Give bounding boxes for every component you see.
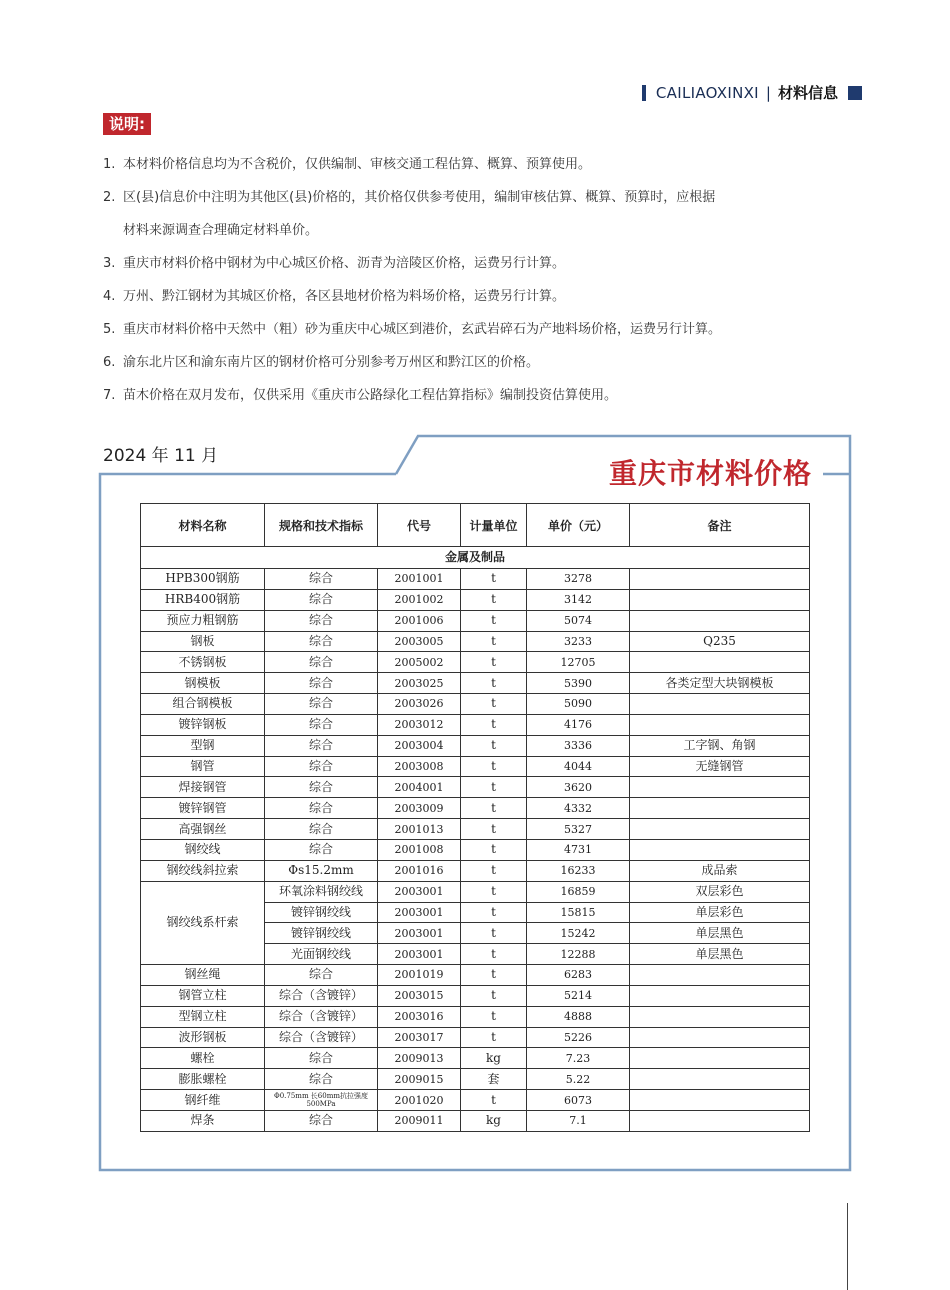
table-row [141,798,810,819]
note-item [103,313,823,346]
material-name-cell: HPB300钢筋 [141,569,265,590]
price-cell: 4332 [527,798,630,819]
unit-cell: t [461,881,527,902]
price-cell: 4888 [527,1006,630,1027]
price-cell: 12705 [527,652,630,673]
material-name-cell: 高强钢丝 [141,819,265,840]
unit-cell: t [461,860,527,881]
remark-cell: 单层黑色 [630,923,810,944]
price-cell: 7.23 [527,1048,630,1069]
table-header-row [141,504,810,547]
remark-cell: 工字钢、角钢 [630,735,810,756]
note-number: 6. [103,355,116,370]
note-item [103,214,823,247]
code-cell: 2003025 [378,673,461,694]
table-row [141,985,810,1006]
material-name-cell: 膨胀螺栓 [141,1069,265,1090]
column-header: 材料名称 [141,504,265,547]
note-text: 材料来源调查合理确定材料单价。 [123,223,319,238]
unit-cell: t [461,777,527,798]
code-cell: 2003004 [378,735,461,756]
table-row [141,965,810,986]
price-cell: 3620 [527,777,630,798]
price-cell: 16859 [527,881,630,902]
material-name-cell: 型钢 [141,735,265,756]
code-cell: 2003001 [378,881,461,902]
spec-cell: 综合 [265,777,378,798]
price-table [140,503,810,1132]
section-cell: 金属及制品 [141,547,810,569]
table-row [141,714,810,735]
table-row [141,1048,810,1069]
table-row [141,881,810,902]
price-cell: 6073 [527,1090,630,1111]
price-cell: 3142 [527,589,630,610]
price-cell: 3278 [527,569,630,590]
price-cell: 16233 [527,860,630,881]
remark-cell [630,965,810,986]
header-bar [642,85,646,101]
spec-cell: 综合 [265,714,378,735]
notes-list [103,148,823,412]
price-cell: 15815 [527,902,630,923]
code-cell: 2003001 [378,902,461,923]
unit-cell: kg [461,1048,527,1069]
code-cell: 2003001 [378,923,461,944]
remark-cell [630,1090,810,1111]
price-cell: 6283 [527,965,630,986]
material-name-cell: 钢丝绳 [141,965,265,986]
unit-cell: t [461,756,527,777]
material-name-cell: 钢板 [141,631,265,652]
code-cell: 2009015 [378,1069,461,1090]
remark-cell [630,569,810,590]
column-header: 规格和技术指标 [265,504,378,547]
remark-cell: 各类定型大块钢模板 [630,673,810,694]
note-number: 3. [103,256,116,271]
table-row [141,819,810,840]
unit-cell: t [461,631,527,652]
note-item [103,181,823,214]
header-separator: | [765,83,771,102]
price-cell: 5.22 [527,1069,630,1090]
spec-cell: 综合 [265,1110,378,1131]
unit-cell: t [461,673,527,694]
code-cell: 2003005 [378,631,461,652]
material-name-cell: 型钢立柱 [141,1006,265,1027]
material-name-cell: 组合钢模板 [141,694,265,715]
table-row [141,860,810,881]
unit-cell: t [461,714,527,735]
spec-cell: 综合 [265,1048,378,1069]
note-text: 苗木价格在双月发布，仅供采用《重庆市公路绿化工程估算指标》编制投资估算使用。 [123,388,618,403]
code-cell: 2004001 [378,777,461,798]
unit-cell: t [461,798,527,819]
spec-cell: 综合 [265,569,378,590]
note-item [103,346,823,379]
note-text: 万州、黔江钢材为其城区价格，各区县地材价格为料场价格，运费另行计算。 [123,289,566,304]
code-cell: 2003026 [378,694,461,715]
spec-cell: Φ0.75mm 长60mm抗拉强度500MPa [265,1090,378,1111]
notes-label: 说明: [103,113,151,135]
spec-cell: 综合 [265,839,378,860]
remark-cell: 无缝钢管 [630,756,810,777]
table-row [141,589,810,610]
code-cell: 2001008 [378,839,461,860]
material-name-cell: 焊条 [141,1110,265,1131]
table-row [141,652,810,673]
unit-cell: t [461,610,527,631]
price-cell: 4731 [527,839,630,860]
material-name-cell: 钢纤维 [141,1090,265,1111]
unit-cell: t [461,652,527,673]
code-cell: 2001020 [378,1090,461,1111]
price-cell: 15242 [527,923,630,944]
spec-cell: 综合 [265,756,378,777]
table-title: 重庆市材料价格 [608,457,812,490]
material-name-cell: 钢管 [141,756,265,777]
price-cell: 5390 [527,673,630,694]
note-text: 重庆市材料价格中天然中（粗）砂为重庆中心城区到港价，玄武岩碎石为产地料场价格，运费另行计算。 [123,322,722,337]
spec-cell: 镀锌钢绞线 [265,902,378,923]
remark-cell [630,714,810,735]
note-text: 区(县)信息价中注明为其他区(县)价格的，其价格仅供参考使用，编制审核估算、概算、预算时，应根据 [123,190,716,205]
material-name-cell: HRB400钢筋 [141,589,265,610]
note-text: 本材料价格信息均为不含税价，仅供编制、审核交通工程估算、概算、预算使用。 [123,157,592,172]
remark-cell [630,589,810,610]
spec-cell: 环氧涂料钢绞线 [265,881,378,902]
material-name-cell: 钢绞线 [141,839,265,860]
table-row [141,1110,810,1131]
spec-cell: 综合 [265,694,378,715]
table-row [141,1006,810,1027]
material-name-cell: 预应力粗钢筋 [141,610,265,631]
code-cell: 2005002 [378,652,461,673]
price-cell: 5074 [527,610,630,631]
unit-cell: t [461,694,527,715]
remark-cell [630,694,810,715]
spec-cell: 综合（含镀锌） [265,985,378,1006]
code-cell: 2001002 [378,589,461,610]
price-cell: 3336 [527,735,630,756]
code-cell: 2003009 [378,798,461,819]
unit-cell: t [461,1006,527,1027]
remark-cell [630,798,810,819]
column-header: 代号 [378,504,461,547]
code-cell: 2001001 [378,569,461,590]
remark-cell: 单层彩色 [630,902,810,923]
spec-cell: 综合 [265,652,378,673]
unit-cell: t [461,985,527,1006]
code-cell: 2003016 [378,1006,461,1027]
unit-cell: t [461,1027,527,1048]
table-row [141,777,810,798]
running-header [642,82,862,103]
unit-cell: t [461,735,527,756]
note-item [103,280,823,313]
spec-cell: 综合 [265,631,378,652]
unit-cell: t [461,839,527,860]
material-name-cell: 焊接钢管 [141,777,265,798]
code-cell: 2003001 [378,944,461,965]
note-number: 1. [103,157,116,172]
spec-cell: 光面钢绞线 [265,944,378,965]
material-name-cell: 钢模板 [141,673,265,694]
unit-cell: t [461,902,527,923]
spec-cell: 综合 [265,673,378,694]
note-number: 4. [103,289,116,304]
code-cell: 2001006 [378,610,461,631]
section-row [141,547,810,569]
table-row [141,631,810,652]
remark-cell [630,1048,810,1069]
remark-cell [630,819,810,840]
code-cell: 2009013 [378,1048,461,1069]
spec-cell: 镀锌钢绞线 [265,923,378,944]
header-english: CAILIAOXINXI [655,83,759,102]
material-name-cell: 不锈钢板 [141,652,265,673]
spec-cell: 综合 [265,735,378,756]
remark-cell: Q235 [630,631,810,652]
unit-cell: t [461,965,527,986]
remark-cell: 单层黑色 [630,944,810,965]
page-edge-line [847,1203,848,1290]
price-cell: 5090 [527,694,630,715]
note-item [103,148,823,181]
price-cell: 5226 [527,1027,630,1048]
unit-cell: t [461,923,527,944]
table-row [141,1069,810,1090]
code-cell: 2009011 [378,1110,461,1131]
remark-cell [630,1069,810,1090]
table-body [141,547,810,1132]
unit-cell: 套 [461,1069,527,1090]
note-text: 渝东北片区和渝东南片区的钢材价格可分别参考万州区和黔江区的价格。 [123,355,540,370]
unit-cell: t [461,819,527,840]
table-row [141,1027,810,1048]
price-cell: 5327 [527,819,630,840]
issue-date: 2024 年 11 月 [103,446,219,466]
table-row [141,839,810,860]
table-row [141,756,810,777]
remark-cell [630,777,810,798]
remark-cell [630,652,810,673]
table-row [141,1090,810,1111]
material-name-cell: 镀锌钢板 [141,714,265,735]
note-number: 7. [103,388,116,403]
price-cell: 4044 [527,756,630,777]
table-row [141,694,810,715]
table-row [141,569,810,590]
spec-cell: 综合（含镀锌） [265,1006,378,1027]
remark-cell: 双层彩色 [630,881,810,902]
code-cell: 2003012 [378,714,461,735]
unit-cell: t [461,589,527,610]
spec-cell: Φs15.2mm [265,860,378,881]
spec-cell: 综合 [265,965,378,986]
price-cell: 12288 [527,944,630,965]
code-cell: 2001016 [378,860,461,881]
remark-cell: 成品索 [630,860,810,881]
note-number: 2. [103,190,116,205]
code-cell: 2003008 [378,756,461,777]
material-name-cell: 钢管立柱 [141,985,265,1006]
note-number [103,214,123,247]
note-number: 5. [103,322,116,337]
remark-cell [630,1027,810,1048]
unit-cell: t [461,569,527,590]
code-cell: 2003015 [378,985,461,1006]
spec-cell: 综合 [265,589,378,610]
material-name-cell: 钢绞线系杆索 [141,881,265,964]
code-cell: 2001019 [378,965,461,986]
unit-cell: t [461,1090,527,1111]
table-row [141,673,810,694]
note-item [103,379,823,412]
remark-cell [630,610,810,631]
note-item [103,247,823,280]
column-header: 备注 [630,504,810,547]
note-text: 重庆市材料价格中钢材为中心城区价格、沥青为涪陵区价格，运费另行计算。 [123,256,566,271]
price-cell: 3233 [527,631,630,652]
code-cell: 2003017 [378,1027,461,1048]
table-row [141,735,810,756]
price-table-wrap [140,503,809,1132]
code-cell: 2001013 [378,819,461,840]
remark-cell [630,1006,810,1027]
material-name-cell: 镀锌钢管 [141,798,265,819]
material-name-cell: 螺栓 [141,1048,265,1069]
spec-cell: 综合 [265,1069,378,1090]
remark-cell [630,985,810,1006]
material-name-cell: 波形钢板 [141,1027,265,1048]
spec-cell: 综合（含镀锌） [265,1027,378,1048]
spec-cell: 综合 [265,819,378,840]
table-row [141,610,810,631]
price-cell: 7.1 [527,1110,630,1131]
header-chinese: 材料信息 [777,84,838,102]
column-header: 单价（元） [527,504,630,547]
price-cell: 4176 [527,714,630,735]
material-name-cell: 钢绞线斜拉索 [141,860,265,881]
remark-cell [630,1110,810,1131]
spec-cell: 综合 [265,798,378,819]
unit-cell: t [461,944,527,965]
header-square [848,86,862,100]
remark-cell [630,839,810,860]
price-cell: 5214 [527,985,630,1006]
unit-cell: kg [461,1110,527,1131]
spec-cell: 综合 [265,610,378,631]
column-header: 计量单位 [461,504,527,547]
